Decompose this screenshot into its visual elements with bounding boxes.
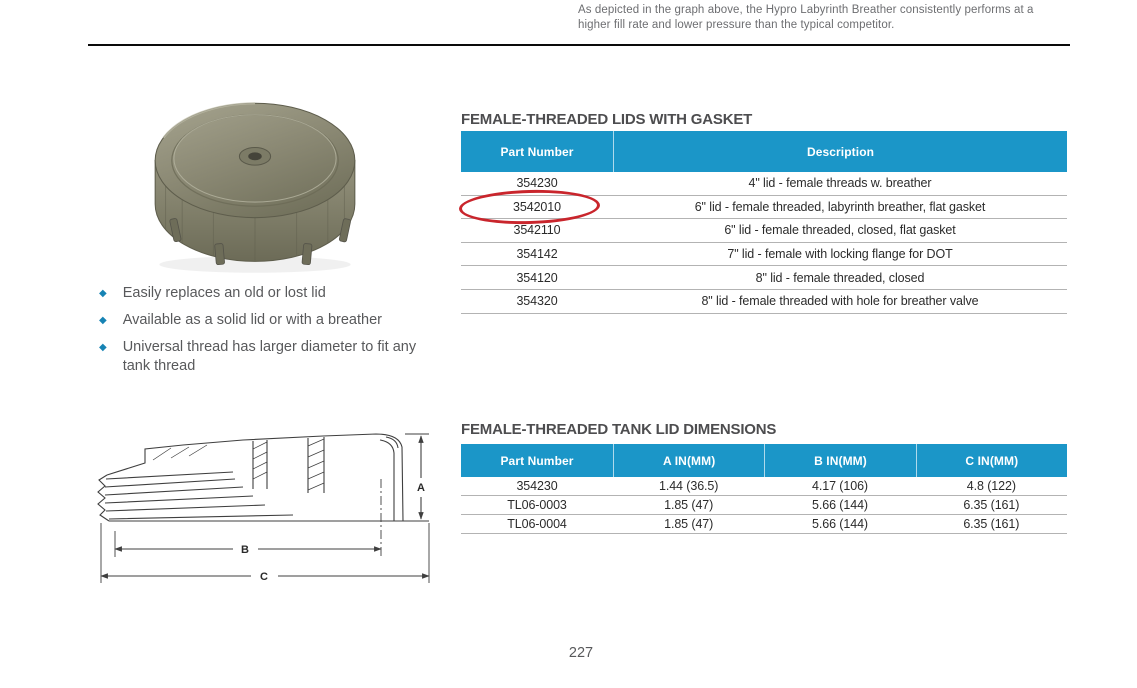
cell-description: 6" lid - female threaded, labyrinth breather, flat gasket bbox=[694, 199, 986, 214]
dim-label-b: B bbox=[241, 544, 249, 556]
top-note-text: As depicted in the graph above, the Hypro Labyrinth Breather consistently performs at a higher fill rate and lower pressure than the typical competitor. bbox=[578, 4, 1034, 31]
cell-part-number: 354120 bbox=[516, 270, 558, 285]
cell-part-number: 354230 bbox=[516, 479, 558, 493]
cell-part-number: 354320 bbox=[516, 294, 558, 309]
bullet-item bbox=[99, 338, 447, 376]
bullet-item bbox=[99, 311, 447, 330]
cell-part-number: TL06-0004 bbox=[507, 517, 567, 531]
header-cell-description: Description bbox=[613, 131, 1067, 172]
bullet-item bbox=[99, 284, 447, 303]
table-row bbox=[461, 266, 1067, 290]
bullet-text: Available as a solid lid or with a breather bbox=[122, 312, 382, 328]
table-row bbox=[461, 219, 1067, 243]
table-row bbox=[461, 515, 1067, 534]
header-cell-b: B IN(MM) bbox=[764, 444, 915, 477]
tank-lid-photo bbox=[150, 96, 360, 278]
cell-dim-b: 4.17 (106) bbox=[812, 479, 868, 493]
dimensions-table bbox=[461, 444, 1067, 534]
header-cell-part-number: Part Number bbox=[500, 144, 574, 159]
dimension-drawing-image bbox=[93, 426, 438, 588]
table-row bbox=[461, 290, 1067, 314]
cell-part-number: TL06-0003 bbox=[507, 498, 567, 512]
cell-dim-a: 1.85 (47) bbox=[664, 517, 714, 531]
cell-dim-a: 1.44 (36.5) bbox=[658, 479, 719, 493]
cell-part-number: 3542010 bbox=[513, 199, 561, 214]
table-row bbox=[461, 496, 1067, 515]
dim-label-a: A bbox=[417, 482, 425, 494]
header-cell-part-number: Part Number bbox=[500, 453, 574, 468]
dimensions-table-header-row bbox=[461, 444, 1067, 477]
cell-part-number: 354142 bbox=[516, 247, 558, 262]
cell-description: 8" lid - female threaded with hole for breather valve bbox=[701, 294, 979, 309]
table-row bbox=[461, 477, 1067, 496]
table-row bbox=[461, 172, 1067, 196]
cell-description: 8" lid - female threaded, closed bbox=[755, 270, 925, 285]
header-divider-rule bbox=[88, 44, 1070, 46]
table-row bbox=[461, 243, 1067, 267]
cell-description: 4" lid - female threads w. breather bbox=[748, 176, 932, 191]
diamond-bullet-icon: ◆ bbox=[99, 315, 107, 326]
cell-dim-c: 6.35 (161) bbox=[963, 517, 1020, 531]
cell-dim-c: 6.35 (161) bbox=[963, 498, 1020, 512]
tank-lid-photo-image bbox=[150, 96, 360, 278]
cell-description: 7" lid - female with locking flange for DOT bbox=[727, 247, 953, 262]
cell-dim-c: 4.8 (122) bbox=[966, 479, 1016, 493]
bullet-text: Easily replaces an old or lost lid bbox=[122, 285, 326, 301]
cell-description: 6" lid - female threaded, closed, flat gasket bbox=[724, 223, 956, 238]
diamond-bullet-icon: ◆ bbox=[99, 288, 107, 299]
feature-bullet-list bbox=[99, 284, 447, 384]
page-number: 227 bbox=[568, 645, 594, 661]
bullet-text: Universal thread has larger diameter to fit any tank thread bbox=[122, 339, 417, 374]
cell-dim-a: 1.85 (47) bbox=[664, 498, 714, 512]
dim-label-c: C bbox=[260, 571, 268, 583]
cell-part-number: 3542110 bbox=[513, 223, 561, 238]
tank-lid-dimension-drawing bbox=[93, 426, 438, 588]
lids-table-title: FEMALE-THREADED LIDS WITH GASKET bbox=[461, 111, 753, 128]
table-row bbox=[461, 196, 1067, 220]
lids-table-header-row bbox=[461, 131, 1067, 172]
cell-part-number: 354230 bbox=[516, 176, 558, 191]
cell-dim-b: 5.66 (144) bbox=[812, 517, 868, 531]
dimensions-table-title: FEMALE-THREADED TANK LID DIMENSIONS bbox=[461, 421, 777, 438]
header-cell-a: A IN(MM) bbox=[613, 444, 764, 477]
cell-dim-b: 5.66 (144) bbox=[812, 498, 868, 512]
diamond-bullet-icon: ◆ bbox=[99, 342, 107, 353]
lids-table bbox=[461, 131, 1067, 314]
header-cell-c: C IN(MM) bbox=[916, 444, 1067, 477]
